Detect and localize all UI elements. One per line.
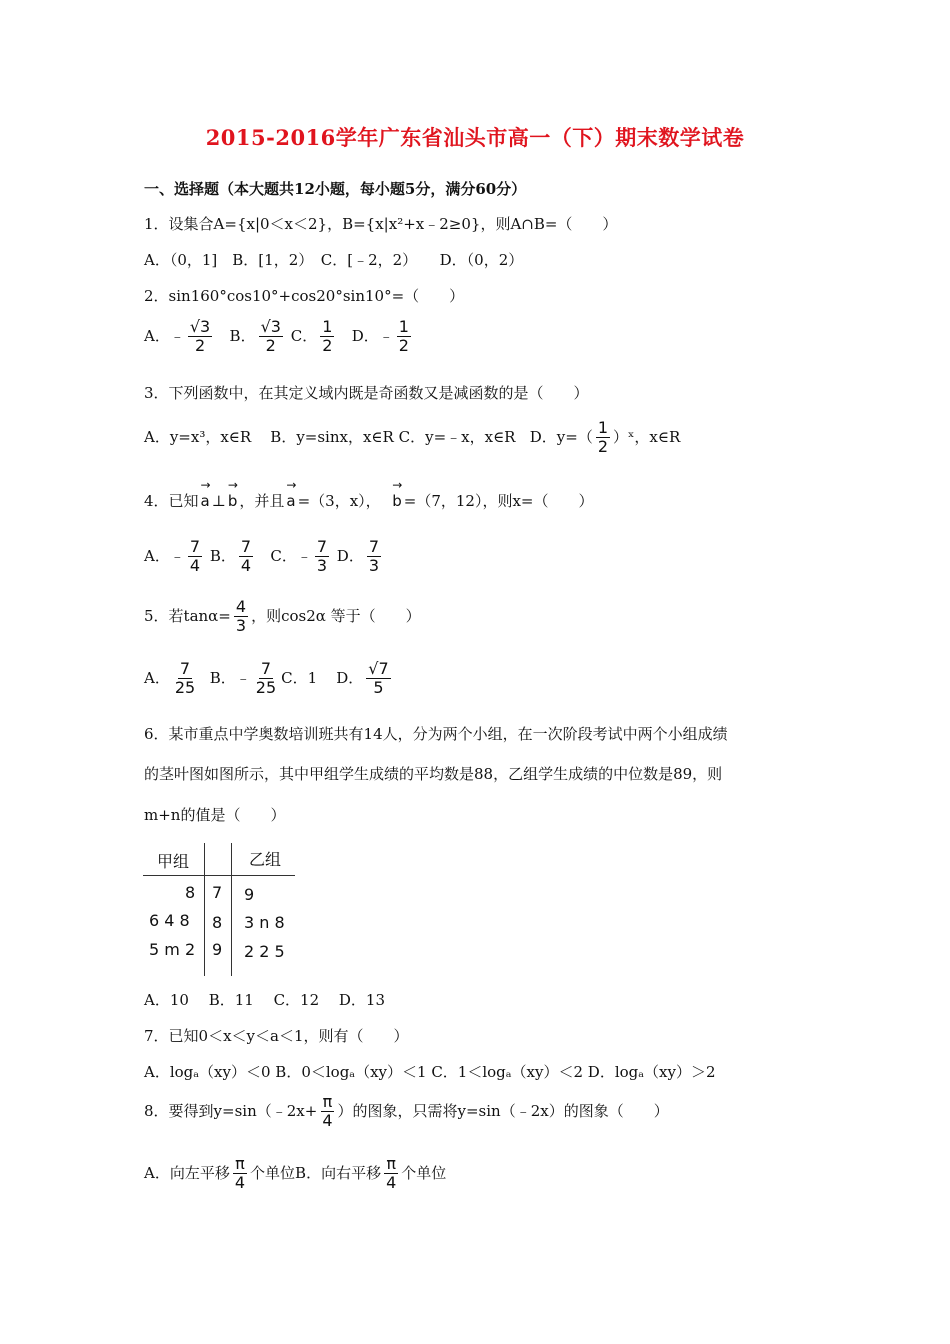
stem: 9 — [212, 940, 223, 959]
option-b-prefix: B．向右平移 — [295, 1163, 382, 1182]
option-b-label: B． — [229, 326, 256, 345]
question-4-stem — [144, 490, 594, 511]
leaf-left: 8 — [185, 883, 196, 902]
fraction — [188, 538, 202, 576]
numerator: 7 — [316, 537, 328, 556]
question-5-options — [144, 660, 394, 698]
question-2-stem: 2．sin160°cos10°+cos20°sin10°=（ ） — [144, 287, 465, 305]
option-a-suffix: 个单位 — [250, 1163, 296, 1182]
numerator: 1 — [597, 418, 609, 437]
denominator: 4 — [240, 556, 252, 576]
fraction — [384, 1155, 398, 1193]
numerator: 7 — [240, 537, 252, 556]
denominator: 5 — [373, 678, 384, 698]
vector-a: → a — [286, 492, 295, 510]
denominator: 4 — [234, 1173, 246, 1193]
question-3-stem: 3．下列函数中，在其定义域内既是奇函数又是减函数的是（ ） — [144, 384, 589, 402]
q4-prefix: 4．已知 — [144, 492, 199, 510]
denominator: 4 — [189, 556, 201, 576]
minus-sign: ﹣ — [169, 326, 185, 345]
numerator: π — [235, 1154, 245, 1173]
option-a-label: A．﹣ — [144, 546, 185, 565]
denominator: 2 — [597, 437, 609, 457]
question-5-stem — [144, 598, 421, 636]
stem-leaf-table — [143, 843, 295, 976]
option-a: A．y=x³，x∈R — [144, 427, 252, 446]
leaf-right: 9 — [244, 885, 255, 904]
denominator: 25 — [174, 678, 196, 698]
fraction — [367, 538, 381, 576]
fraction — [239, 538, 253, 576]
option-c: C．1 — [281, 668, 318, 687]
numerator: π — [386, 1154, 396, 1173]
question-8-options — [144, 1155, 446, 1193]
document-title: 2015-2016学年广东省汕头市高一（下）期末数学试卷 — [205, 125, 745, 150]
fraction — [234, 598, 248, 636]
denominator: 3 — [368, 556, 380, 576]
stem: 7 — [212, 883, 223, 902]
leaf-left: 6 4 8 — [149, 911, 190, 930]
denominator: 2 — [194, 336, 206, 356]
denominator: 2 — [265, 336, 276, 356]
section-heading: 一、选择题（本大题共12小题，每小题5分，满分60分） — [144, 180, 527, 198]
vector-b: → b — [392, 492, 402, 510]
fraction — [254, 660, 278, 698]
q8-suffix: ）的图象，只需将y=sin（﹣2x）的图象（ ） — [337, 1101, 669, 1120]
denominator: 4 — [322, 1111, 333, 1131]
vector-a: → a — [201, 492, 210, 510]
question-4-options — [144, 538, 384, 576]
fraction — [173, 660, 197, 698]
header-right: 乙组 — [249, 850, 282, 869]
fraction — [315, 538, 329, 576]
fraction — [259, 318, 283, 356]
option-b-label: B．﹣ — [209, 668, 251, 687]
option-c-label: C．﹣ — [270, 546, 312, 565]
minus-sign: ﹣ — [378, 326, 394, 345]
q8-prefix: 8．要得到y=sin（﹣2x+ — [144, 1101, 318, 1120]
q4-eq2: =（7，12），则x=（ ） — [403, 492, 594, 510]
numerator: 7 — [179, 659, 191, 678]
question-6-options: A．10 B．11 C．12 D．13 — [144, 991, 386, 1009]
question-6-line-3: m+n的值是（ ） — [144, 806, 286, 824]
leaf-left: 5 m 2 — [149, 940, 196, 959]
denominator: 2 — [398, 336, 409, 356]
fraction — [320, 318, 334, 356]
fraction — [366, 660, 390, 698]
q5-prefix: 5．若tanα= — [144, 606, 231, 625]
header-left: 甲组 — [157, 852, 190, 871]
numerator: 7 — [189, 537, 201, 556]
option-d-label: D． — [351, 326, 379, 345]
option-c-label: C． — [290, 326, 318, 345]
option-c: C．y=﹣x，x∈R — [398, 427, 516, 446]
option-d-label: D． — [336, 546, 364, 565]
fraction — [397, 318, 411, 356]
question-3-options — [144, 419, 680, 457]
numerator: π — [322, 1092, 333, 1111]
numerator: √3 — [260, 317, 281, 336]
denominator: 4 — [386, 1173, 397, 1193]
question-2-options — [144, 318, 414, 356]
fraction — [233, 1155, 247, 1193]
perpendicular-symbol: ⊥ — [211, 492, 226, 510]
numerator: 1 — [398, 317, 409, 336]
vector-b: → b — [228, 492, 238, 510]
option-d-prefix: D．y=（ — [529, 427, 593, 446]
option-b-suffix: 个单位 — [401, 1163, 447, 1182]
table-divider-vertical — [231, 843, 232, 976]
option-a-label: A． — [144, 326, 170, 345]
table-divider-vertical — [204, 843, 205, 976]
q4-eq1: =（3，x）， — [297, 492, 381, 510]
numerator: √3 — [189, 317, 211, 336]
q4-mid: ，并且 — [239, 492, 285, 510]
numerator: 7 — [260, 659, 272, 678]
q5-suffix: ，则cos2α 等于（ ） — [251, 606, 421, 625]
fraction — [188, 318, 212, 356]
question-6-line-2: 的茎叶图如图所示，其中甲组学生成绩的平均数是88，乙组学生成绩的中位数是89，则 — [144, 765, 723, 783]
numerator: 4 — [235, 597, 247, 616]
question-8-stem — [144, 1093, 669, 1131]
question-6-line-1: 6．某市重点中学奥数培训班共有14人，分为两个小组，在一次阶段考试中两个小组成绩 — [144, 725, 728, 743]
denominator: 3 — [316, 556, 328, 576]
numerator: 1 — [322, 317, 333, 336]
numerator: √7 — [368, 659, 389, 678]
option-d-label: D． — [336, 668, 364, 687]
denominator: 2 — [322, 336, 333, 356]
fraction — [596, 419, 610, 457]
option-b-label: B． — [209, 546, 236, 565]
question-1-options: A．（0，1] B．[1，2） C．[﹣2，2） D．（0，2） — [144, 251, 524, 269]
option-a-prefix: A．向左平移 — [144, 1163, 230, 1182]
option-b: B．y=sinx，x∈R — [270, 427, 394, 446]
table-divider-horizontal — [143, 875, 295, 876]
stem: 8 — [212, 913, 223, 932]
question-7-stem: 7．已知0＜x＜y＜a＜1，则有（ ） — [144, 1027, 409, 1045]
fraction — [320, 1093, 334, 1131]
question-7-options: A．logₐ（xy）＜0 B．0＜logₐ（xy）＜1 C．1＜logₐ（xy）＜2 D．logₐ（xy）＞2 — [144, 1063, 716, 1081]
denominator: 25 — [255, 678, 277, 698]
leaf-right: 2 2 5 — [244, 942, 285, 961]
denominator: 3 — [235, 616, 247, 636]
numerator: 7 — [368, 537, 380, 556]
question-1-stem: 1．设集合A={x|0＜x＜2}，B={x|x²+x﹣2≥0}，则A∩B=（ ） — [144, 215, 618, 233]
option-a-label: A． — [144, 668, 170, 687]
option-d-suffix: ）ˣ，x∈R — [613, 427, 681, 446]
leaf-right: 3 n 8 — [244, 913, 285, 932]
